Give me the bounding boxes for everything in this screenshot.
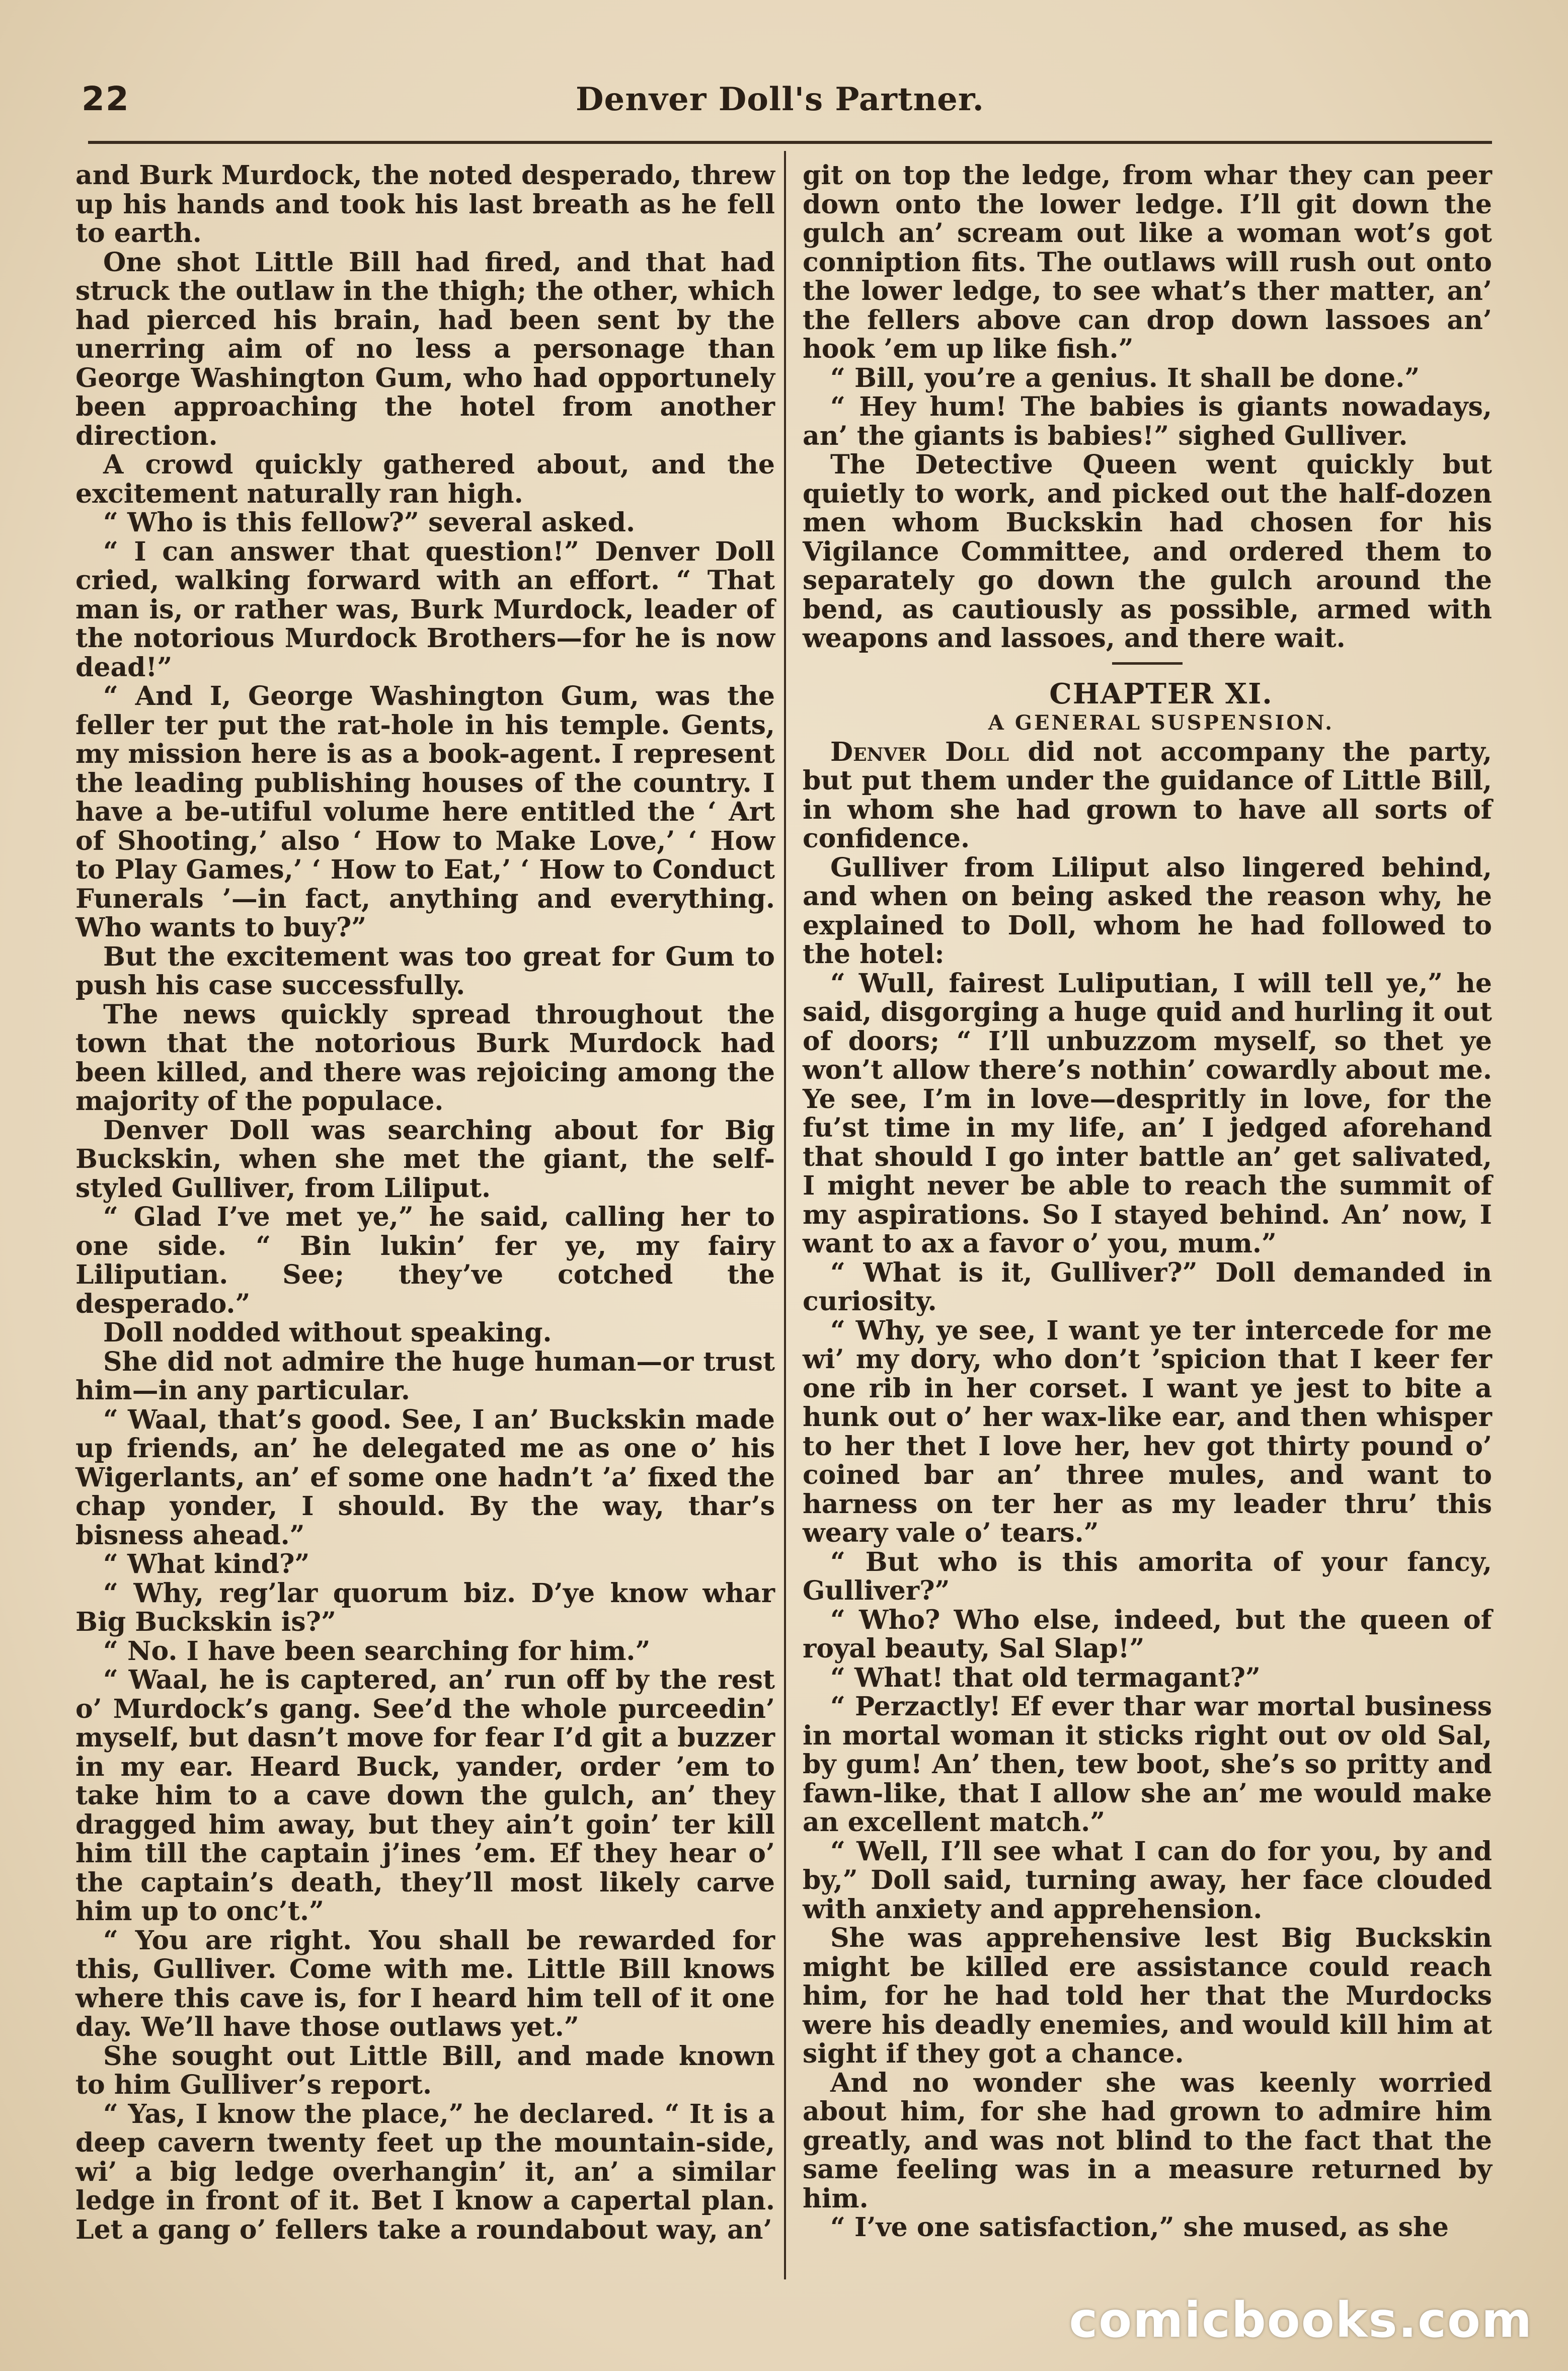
opening-text: did not accompany the party, but put them under the guidance of Little Bill, in whom she had grown to have all sorts of confidence.	[803, 736, 1492, 854]
paragraph: “ What! that old termagant?”	[830, 1662, 1261, 1693]
paragraph: She was apprehensive lest Big Buckskin might be killed ere assistance could reach him, for he had told her that the Murdocks were his deadly enemies, and would kill him at sight if they got a chance.	[803, 1923, 1492, 2069]
section-rule	[1112, 662, 1183, 665]
paragraph: The Detective Queen went quickly but quietly to work, and picked out the half-dozen men whom Buckskin had chosen for his Vigilance Committee, and ordered them to separately go down the gulch around the bend, as cautiously as possible, armed with weapons and lassoes, and there wait.	[803, 449, 1492, 654]
chapter-subtitle: A GENERAL SUSPENSION.	[988, 711, 1335, 735]
chapter-opening-paragraph	[803, 738, 1492, 853]
paragraph: “ Waal, that’s good. See, I an’ Buckskin made up friends, an’ he delegated me as one o’ his Wigerlants, an’ ef some one hadn’t ’a’ fixed the chap yonder, I should. By the way, thar’s bisness ahead.”	[75, 1404, 775, 1551]
page-header	[75, 75, 1484, 131]
paragraph: “ Well, I’ll see what I can do for you, by and by,” Doll said, turning away, her face clouded with anxiety and apprehension.	[803, 1836, 1492, 1925]
page-number: 22	[82, 80, 130, 118]
paragraph: “ Yas, I know the place,” he declared. “ It is a deep cavern twenty feet up the mountain-side, wi’ a big ledge overhangin’ it, an’ a similar ledge in front of it. Bet I know a capertal plan. Let a gang o’ fellers take a roundabout way, an’	[75, 2098, 775, 2245]
paragraph: “ You are right. You shall be rewarded for this, Gulliver. Come with me. Little Bill knows where this cave is, for I heard him tell of it one day. We’ll have those outlaws yet.”	[75, 1925, 775, 2042]
paragraph: “ Wull, fairest Luliputian, I will tell ye,” he said, disgorging a huge quid and hurling it out of doors; “ I’ll unbuzzom myself, so thet ye won’t allow there’s nothin’ cowardly about me. Ye see, I’m in love—despritly in love, for the fu’st time in my life, an’ I jedged aforehand that should I go inter battle an’ get salivated, I might never be able to reach the summit of my aspirations. So I stayed behind. An’ now, I want to ax a favor o’ you, mum.”	[803, 968, 1492, 1259]
paragraph: “ Waal, he is captered, an’ run off by the rest o’ Murdock’s gang. See’d the whole purceedin’ myself, but dasn’t move for fear I’d git a buzzer in my ear. Heard Buck, yander, order ’em to take him to a cave down the gulch, an’ they dragged him away, but they ain’t goin’ ter kill him till the captain j’ines ’em. Ef they hear o’ the captain’s death, they’ll most likely carve him up to onc’t.”	[75, 1665, 775, 1927]
paragraph: Gulliver from Liliput also lingered behind, and when on being asked the reason why, he explained to Doll, whom he had followed to the hotel:	[803, 852, 1492, 970]
paragraph: One shot Little Bill had fired, and that had struck the outlaw in the thigh; the other, which had pierced his brain, had been sent by the unerring aim of no less a personage than George Washington Gum, who had opportunely been approaching the hotel from another direction.	[75, 247, 775, 451]
paragraph: “ I can answer that question!” Denver Doll cried, walking forward with an effort. “ That man is, or rather was, Burk Murdock, leader of the notorious Murdock Brothers—for he is now dead!”	[75, 536, 775, 683]
paragraph: “ Perzactly! Ef ever thar war mortal business in mortal woman it sticks right out ov old Sal, by gum! An’ then, tew boot, she’s so pritty and fawn-like, that I allow she an’ me would make an excellent match.”	[803, 1691, 1492, 1838]
paragraph: And no wonder she was keenly worried about him, for she had grown to admire him greatly, and was not blind to the fact that the same feeling was in a measure returned by him.	[803, 2067, 1492, 2214]
opening-small-caps: Denver Doll	[830, 736, 1009, 767]
running-head-title: Denver Doll's Partner.	[576, 81, 984, 118]
paragraph: “ Who is this fellow?” several asked.	[103, 507, 636, 538]
paragraph: “ Why, reg’lar quorum biz. D’ye know whar Big Buckskin is?”	[75, 1577, 775, 1637]
paragraph: and Burk Murdock, the noted desperado, threw up his hands and took his last breath as he fell to earth.	[75, 160, 775, 249]
paragraph: “ But who is this amorita of your fancy, Gulliver?”	[803, 1546, 1492, 1606]
paragraph: “ Hey hum! The babies is giants nowadays, an’ the giants is babies!” sighed Gulliver.	[803, 391, 1492, 451]
paragraph: A crowd quickly gathered about, and the excitement naturally ran high.	[75, 449, 775, 509]
left-column	[75, 161, 775, 2244]
paragraph: git on top the ledge, from whar they can peer down onto the lower ledge. I’ll git down the gulch an’ scream out like a woman wot’s got conniption fits. The outlaws will rush out onto the lower ledge, to see what’s ther matter, an’ the fellers above can drop down lassoes an’ hook ’em up like fish.”	[803, 160, 1492, 364]
paragraph: Doll nodded without speaking.	[103, 1317, 552, 1348]
paragraph: The news quickly spread throughout the town that the notorious Burk Murdock had been killed, and there was rejoicing among the majority of the populace.	[75, 999, 775, 1117]
paragraph: “ Glad I’ve met ye,” he said, calling her to one side. “ Bin lukin’ fer ye, my fairy Liliputian. See; they’ve cotched the desperado.”	[75, 1202, 775, 1319]
paragraph: “ I’ve one satisfaction,” she mused, as she	[830, 2212, 1449, 2243]
paragraph: “ Why, ye see, I want ye ter intercede for me wi’ my dory, who don’t ’spicion that I keer fer one rib in her corset. I want ye jest to bite a hunk out o’ her wax-like ear, and then whisper to her thet I love her, hev got thirty pound o’ coined bar an’ three mules, and want to harness on ter her as my leader thru’ this weary vale o’ tears.”	[803, 1315, 1492, 1548]
paragraph: “ What is it, Gulliver?” Doll demanded in curiosity.	[803, 1257, 1492, 1317]
paragraph: She sought out Little Bill, and made known to him Gulliver’s report.	[75, 2040, 775, 2100]
paragraph: But the excitement was too great for Gum to push his case successfully.	[75, 941, 775, 1001]
header-rule	[88, 141, 1492, 144]
paragraph: “ And I, George Washington Gum, was the feller ter put the rat-hole in his temple. Gents, my mission here is as a book-agent. I represent the leading publishing houses of the country. I have a be-utiful volume here entitled the ‘ Art of Shooting,’ also ‘ How to Make Love,’ ‘ How to Play Games,’ ‘ How to Eat,’ ‘ How to Conduct Funerals ’—in fact, anything and everything. Who wants to buy?”	[75, 681, 775, 943]
paragraph: “ What kind?”	[103, 1549, 310, 1579]
watermark: comicbooks.com	[1069, 2292, 1533, 2348]
paragraph: “ Bill, you’re a genius. It shall be done.”	[830, 362, 1420, 393]
column-divider	[784, 151, 786, 2279]
chapter-title: CHAPTER XI.	[1049, 677, 1273, 710]
right-column	[803, 161, 1492, 2242]
paragraph: “ Who? Who else, indeed, but the queen of royal beauty, Sal Slap!”	[803, 1604, 1492, 1664]
paragraph: Denver Doll was searching about for Big Buckskin, when she met the giant, the self-styled Gulliver, from Liliput.	[75, 1115, 775, 1204]
paragraph: “ No. I have been searching for him.”	[103, 1635, 651, 1667]
paragraph: She did not admire the huge human—or trust him—in any particular.	[75, 1346, 775, 1406]
